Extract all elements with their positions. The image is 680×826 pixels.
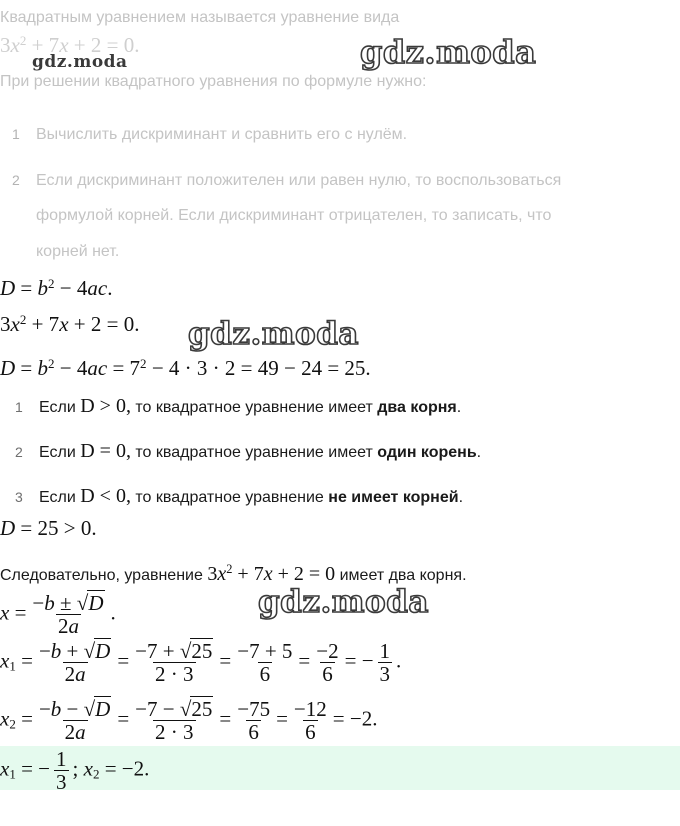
case-end: .	[476, 444, 482, 461]
case-end: .	[458, 489, 464, 506]
watermark-middle: gdz.moda	[188, 316, 359, 352]
case-end: .	[456, 399, 462, 416]
method-intro-text: При решении квадратного уравнения по формуле нужно:	[0, 73, 427, 90]
case-condition: D = 0,	[80, 440, 131, 462]
discriminant-calculation: $D = b^2 - 4ac = 7^2 - 4 \cdot 3 \cdot 2 = 49 - 24 = 25$.	[0, 355, 371, 380]
watermark-lower: gdz.moda	[258, 584, 429, 620]
step-text-line1: Если дискриминант положителен или равен нулю, то воспользоваться	[36, 172, 562, 189]
case-pre: Если	[39, 444, 76, 461]
root-x1-calculation: $x_1$ = $\frac{-b + √D}{2a}$ = $\frac{-7 + √25}{2 \cdot 3}$ = $\frac{-7 + 5}{6}$ = $\frac{-2}{6}$ = − $\frac{1}{3}$ .	[0, 639, 402, 687]
case-bold: один корень	[377, 444, 477, 461]
case-condition: D > 0,	[80, 395, 131, 417]
case-number: 3	[15, 489, 23, 505]
method-step-2-line2: формулой корней. Если дискриминант отрицателен, то записать, что	[36, 207, 552, 224]
general-equation: $3x^2 + 7x + 2 = 0$.	[0, 32, 140, 57]
case-text: то квадратное уравнение имеет	[135, 444, 373, 461]
step-number: 1	[12, 126, 20, 142]
conclusion-post: имеет два корня.	[339, 567, 467, 584]
case-bold: два корня	[377, 399, 457, 416]
equation: $3x^2 + 7x + 2 = 0$.	[0, 311, 140, 336]
case-3	[15, 485, 463, 508]
discriminant-formula: $D = b^2 - 4ac$.	[0, 275, 113, 300]
method-step-1	[12, 126, 407, 144]
case-pre: Если	[39, 399, 76, 416]
case-number: 2	[15, 444, 23, 460]
case-pre: Если	[39, 489, 76, 506]
conclusion-equation: $3x^2 + 7x + 2 = 0$	[207, 562, 336, 585]
method-step-2	[12, 172, 561, 190]
conclusion	[0, 563, 467, 586]
roots-formula: x = $\frac{-b \pm √D}{2a}$ .	[0, 591, 116, 639]
watermark-top: gdz.moda	[360, 33, 537, 71]
answer: $x_1$ = − $\frac{1}{3}$ ; $x_2 = -2$.	[0, 747, 150, 795]
watermark-small: gdz.moda	[32, 52, 128, 72]
discriminant-result: D = 25 > 0.	[0, 516, 97, 540]
case-1	[15, 395, 461, 418]
case-condition: D < 0,	[80, 485, 131, 507]
conclusion-pre: Следовательно, уравнение	[0, 567, 203, 584]
case-text: то квадратное уравнение имеет	[135, 399, 373, 416]
case-number: 1	[15, 399, 23, 415]
case-bold: не имеет корней	[328, 489, 459, 506]
method-step-2-line3: корней нет.	[36, 243, 120, 260]
definition-text: Квадратным уравнением называется уравнение вида	[0, 9, 400, 26]
root-x2-calculation: $x_2$ = $\frac{-b - √D}{2a}$ = $\frac{-7 - √25}{2 \cdot 3}$ = $\frac{-75}{6}$ = $\frac{-12}{6}$ = −2.	[0, 697, 378, 745]
step-text: Вычислить дискриминант и сравнить его с нулём.	[36, 126, 408, 143]
case-2	[15, 440, 481, 463]
step-number: 2	[12, 172, 20, 188]
case-text: то квадратное уравнение	[135, 489, 324, 506]
